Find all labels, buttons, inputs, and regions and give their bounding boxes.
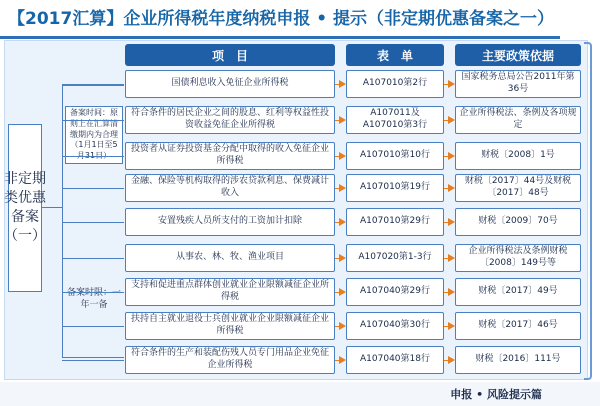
row-form: A107040第29行 [346,278,444,306]
row-item: 扶持自主就业退役士兵创业就业企业限额减征企业所得税 [125,312,335,340]
row-form: A107010第10行 [346,142,444,170]
branch-top [62,85,124,86]
header-item: 项 目 [125,44,335,66]
note-time-limit: 备案时限：一年一备 [66,287,121,310]
arrow-right-icon [448,116,455,124]
row-form: A107040第30行 [346,312,444,340]
row-policy: 财税〔2017〕49号 [455,278,581,306]
row-policy: 财税〔2008〕1号 [455,142,581,170]
row-branch [62,326,124,327]
category-label: 非定期类优惠备案（一） [4,171,46,244]
branch-bottom [62,357,124,358]
arrow-right-icon [339,116,346,124]
arrow-right-icon [339,288,346,296]
arrow-right-icon [448,356,455,364]
arrow-right-icon [339,254,346,262]
arrow-right-icon [448,322,455,330]
row-policy: 财税〔2017〕46号 [455,312,581,340]
right-bracket [584,42,592,380]
row-item: 从事农、林、牧、渔业项目 [125,244,335,272]
arrow-right-icon [339,80,346,88]
row-branch [62,156,124,157]
row-item: 投资者从证券投资基金分配中取得的收入免征企业所得税 [125,142,335,170]
row-form: A107011及A107010第3行 [346,106,444,134]
arrow-right-icon [339,184,346,192]
page-title: 【2017汇算】企业所得税年度纳税申报 • 提示（非定期优惠备案之一） [8,9,555,29]
row-policy: 国家税务总局公告2011年第36号 [455,70,581,98]
header-policy: 主要政策依据 [455,44,581,66]
row-policy: 企业所得税法及条例财税〔2008〕149号等 [455,244,581,272]
row-form: A107020第1-3行 [346,244,444,272]
row-branch [62,222,124,223]
row-policy: 财税〔2009〕70号 [455,208,581,236]
row-item: 支持和促进重点群体创业就业企业限额减征企业所得税 [125,278,335,306]
arrow-right-icon [448,184,455,192]
row-item: 符合条件的生产和装配伤残人员专门用品企业免征企业所得税 [125,346,335,374]
row-form: A107010第2行 [346,70,444,98]
footer-text: 申报 • 风险提示篇 [450,388,542,401]
category-box [4,124,46,292]
arrow-right-icon [448,218,455,226]
row-policy: 财税〔2016〕111号 [455,346,581,374]
row-policy: 财税〔2017〕44号及财税〔2017〕48号 [455,174,581,202]
arrow-right-icon [448,254,455,262]
row-branch [62,84,124,85]
row-item: 金融、保险等机构取得的涉农贷款利息、保费减计收入 [125,174,335,202]
note-time-range: 备案时间：原则上在汇算清缴期内为合理（1月1日至5月31日） [65,106,123,164]
row-form: A107010第19行 [346,174,444,202]
row-item: 国债利息收入免征企业所得税 [125,70,335,98]
row-form: A107040第18行 [346,346,444,374]
arrow-right-icon [339,152,346,160]
row-branch [62,258,124,259]
row-item: 符合条件的居民企业之间的股息、红利等权益性投资收益免征企业所得税 [125,106,335,134]
arrow-right-icon [448,152,455,160]
title-underline [0,36,560,39]
category-connector [42,207,62,208]
header-form: 表 单 [346,44,444,66]
row-policy: 企业所得税法、条例及各项规定 [455,106,581,134]
row-form: A107010第29行 [346,208,444,236]
row-branch [62,292,124,293]
category-trunk [62,85,63,357]
arrow-right-icon [448,80,455,88]
row-item: 安置残疾人员所支付的工资加计扣除 [125,208,335,236]
row-branch [62,188,124,189]
arrow-right-icon [339,356,346,364]
arrow-right-icon [339,322,346,330]
row-branch [62,360,124,361]
arrow-right-icon [339,218,346,226]
row-branch [62,120,124,121]
arrow-right-icon [448,288,455,296]
